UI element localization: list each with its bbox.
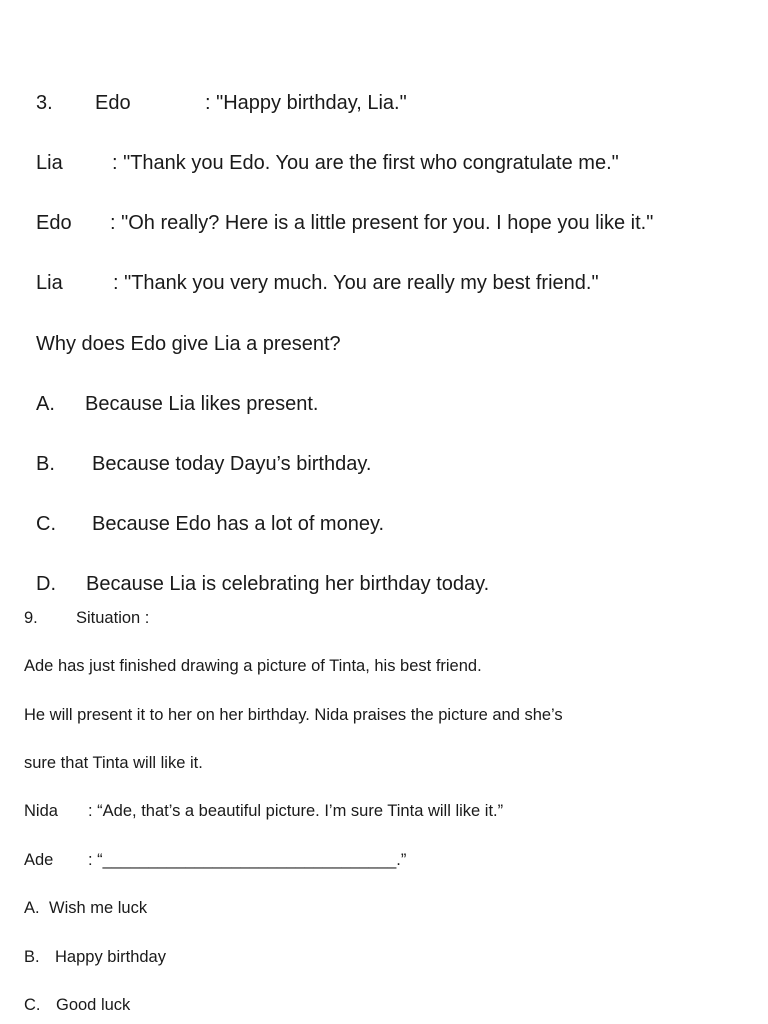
answer-blank: : “________________________________.”: [88, 851, 407, 869]
option-text: Wish me luck: [49, 899, 148, 917]
dialogue-speaker: Edo: [36, 212, 72, 234]
option-letter: B.: [24, 948, 40, 966]
dialogue-line: : "Oh really? Here is a little present for you. I hope you like it.": [110, 212, 654, 234]
option-text: Good luck: [56, 996, 131, 1014]
situation-label: Situation :: [76, 609, 150, 627]
question-number: 9.: [24, 609, 38, 627]
dialogue-speaker: Lia: [36, 152, 63, 174]
option-text: Because today Dayu’s birthday.: [92, 453, 372, 475]
option-letter: D.: [36, 573, 56, 595]
situation-line: sure that Tinta will like it.: [24, 754, 203, 772]
question-number: 3.: [36, 92, 53, 114]
option-letter: A.: [24, 899, 40, 917]
option-text: Because Edo has a lot of money.: [92, 513, 385, 535]
option-text: Because Lia likes present.: [85, 393, 319, 415]
option-text: Happy birthday: [55, 948, 166, 966]
dialogue-speaker: Lia: [36, 272, 63, 294]
situation-line: Ade has just finished drawing a picture of Tinta, his best friend.: [24, 657, 482, 675]
option-letter: A.: [36, 393, 55, 415]
question-text: Why does Edo give Lia a present?: [36, 333, 341, 355]
dialogue-line: : "Happy birthday, Lia.": [205, 92, 407, 114]
dialogue-speaker: Nida: [24, 802, 58, 820]
dialogue-line: : “Ade, that’s a beautiful picture. I’m sure Tinta will like it.”: [88, 802, 504, 820]
dialogue-speaker: Edo: [95, 92, 131, 114]
dialogue-speaker: Ade: [24, 851, 54, 869]
option-text: Because Lia is celebrating her birthday today.: [86, 573, 490, 595]
dialogue-line: : "Thank you very much. You are really my best friend.": [113, 272, 599, 294]
option-letter: C.: [36, 513, 56, 535]
option-letter: C.: [24, 996, 41, 1014]
situation-line: He will present it to her on her birthday. Nida praises the picture and she’s: [24, 706, 563, 724]
dialogue-line: : "Thank you Edo. You are the first who congratulate me.": [112, 152, 619, 174]
option-letter: B.: [36, 453, 55, 475]
